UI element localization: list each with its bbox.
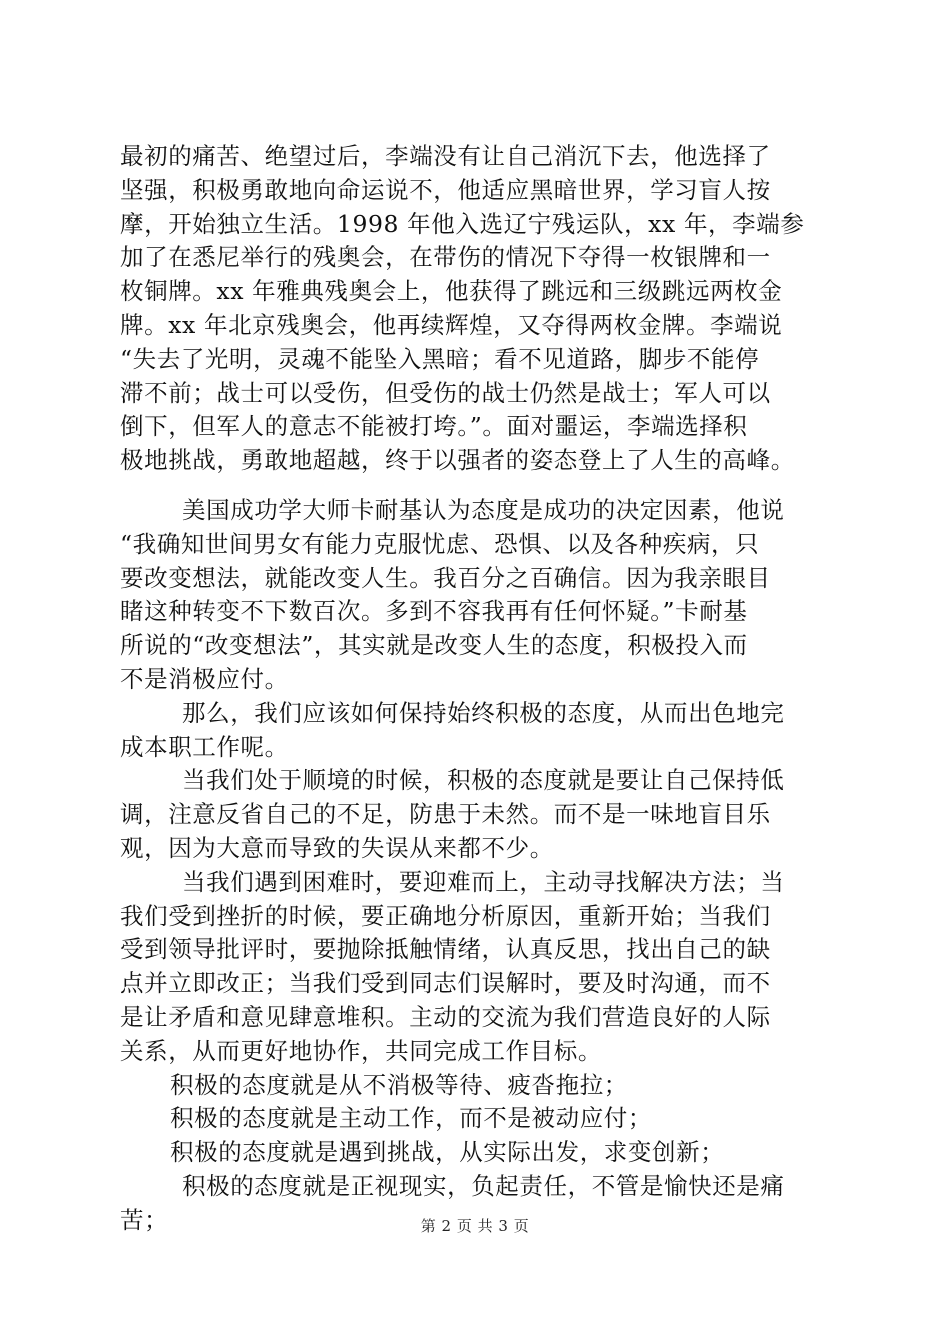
text-line: 是让矛盾和意见肆意堆积。主动的交流为我们营造良好的人际 (120, 1002, 771, 1031)
text-line: 当我们遇到困难时，要迎难而上，主动寻找解决方法；当 (182, 867, 785, 896)
text-line: 我们受到挫折的时候，要正确地分析原因，重新开始；当我们 (120, 901, 771, 930)
page-number-footer: 第 2 页 共 3 页 (420, 1217, 530, 1235)
text-line: 观，因为大意而导致的失误从来都不少。 (120, 833, 554, 862)
paragraph-1 (120, 140, 840, 478)
text-line: 调，注意反省自己的不足，防患于未然。而不是一味地盲目乐 (120, 800, 771, 829)
text-line: “失去了光明，灵魂不能坠入黑暗；看不见道路，脚步不能停 (120, 344, 760, 373)
list-item: 积极的态度就是主动工作，而不是被动应付； (170, 1104, 652, 1133)
text-line: 睹这种转变不下数百次。多到不容我再有任何怀疑。”卡耐基 (120, 597, 748, 626)
text-line: 滞不前；战士可以受伤，但受伤的战士仍然是战士；军人可以 (120, 378, 771, 407)
text-line: 点并立即改正；当我们受到同志们误解时，要及时沟通，而不 (120, 969, 771, 998)
paragraph-gap (120, 478, 840, 494)
text-line: 受到领导批评时，要抛除抵触情绪，认真反思，找出自己的缺 (120, 935, 771, 964)
list-item: 积极的态度就是正视现实，负起责任，不管是愉快还是痛 (182, 1171, 785, 1200)
text-line: 当我们处于顺境的时候，积极的态度就是要让自己保持低 (182, 766, 785, 795)
text-line: 加了在悉尼举行的残奥会，在带伤的情况下夺得一枚银牌和一 (120, 243, 771, 272)
text-line: 苦； (120, 1205, 169, 1234)
text-line: 关系，从而更好地协作，共同完成工作目标。 (120, 1036, 602, 1065)
list-block (120, 1069, 840, 1238)
text-line: 坚强，积极勇敢地向命运说不，他适应黑暗世界，学习盲人按 (120, 175, 771, 204)
list-item: 积极的态度就是遇到挑战，从实际出发，求变创新； (170, 1138, 725, 1167)
text-line: 最初的痛苦、绝望过后，李端没有让自己消沉下去，他选择了 (120, 142, 771, 170)
text-line: 要改变想法，就能改变人生。我百分之百确信。因为我亲眼目 (120, 563, 771, 592)
text-line: 牌。xx 年北京残奥会，他再续辉煌，又夺得两枚金牌。李端说 (120, 310, 783, 339)
text-line: 极地挑战，勇敢地超越，终于以强者的姿态登上了人生的高峰。 (120, 446, 795, 475)
document-body (120, 140, 840, 1238)
text-line: “我确知世间男女有能力克服忧虑、恐惧、以及各种疾病，只 (120, 529, 760, 558)
paragraph-3 (120, 697, 840, 765)
text-line: 倒下，但军人的意志不能被打垮。”。面对噩运，李端选择积 (120, 412, 748, 441)
text-line: 摩，开始独立生活。1998 年他入选辽宁残运队，xx 年，李端参 (120, 209, 805, 238)
paragraph-5 (120, 866, 840, 1069)
text-line: 不是消极应付。 (120, 664, 289, 693)
text-line: 那么，我们应该如何保持始终积极的态度，从而出色地完 (182, 698, 785, 727)
text-line: 枚铜牌。xx 年雅典残奥会上，他获得了跳远和三级跳远两枚金 (120, 277, 783, 306)
paragraph-4 (120, 764, 840, 865)
text-line: 美国成功学大师卡耐基认为态度是成功的决定因素，他说 (182, 495, 785, 524)
paragraph-2 (120, 494, 840, 697)
list-item: 积极的态度就是从不消极等待、疲沓拖拉； (170, 1070, 628, 1099)
text-line: 成本职工作呢。 (120, 732, 289, 761)
text-line: 所说的“改变想法”，其实就是改变人生的态度，积极投入而 (120, 631, 748, 660)
